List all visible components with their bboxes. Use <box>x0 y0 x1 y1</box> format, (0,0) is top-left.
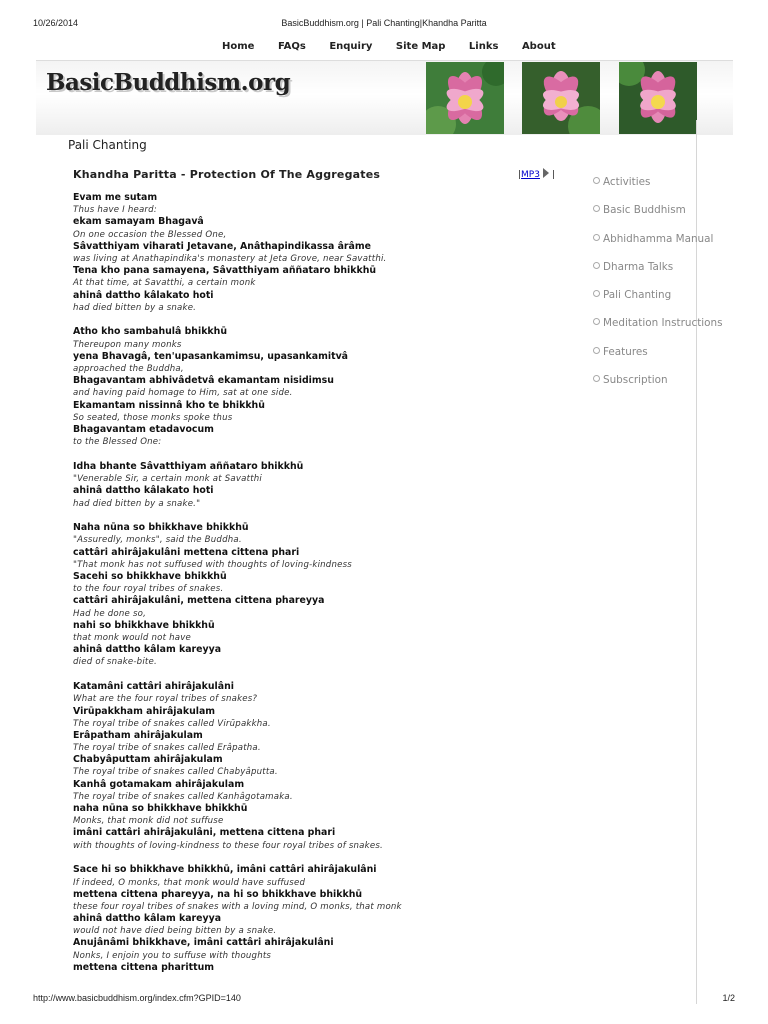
bullet-icon <box>593 347 600 354</box>
lotus-image <box>619 62 697 134</box>
english-line: Thus have I heard: <box>73 205 157 216</box>
sidebar-item-meditation-instructions[interactable] <box>593 317 723 345</box>
lotus-image <box>426 62 504 134</box>
nav-links[interactable]: Links <box>468 41 499 52</box>
english-line: Had he done so, <box>73 608 147 619</box>
pali-line: yena Bhavagâ, ten'upasankamimsu, upasankamitvâ <box>73 350 349 362</box>
nav-faqs[interactable]: FAQs <box>277 41 306 52</box>
pali-line: Bhagavantam abhivâdetvâ ekamantam nisidimsu <box>73 375 334 387</box>
english-line: died of snake-bite. <box>73 657 157 668</box>
english-line: to the Blessed One: <box>73 437 162 448</box>
sidebar-item-abhidhamma-manual[interactable] <box>593 233 723 261</box>
pali-line: Atho kho sambahulâ bhikkhū <box>73 326 228 338</box>
print-page-number: 1/2 <box>722 993 735 1003</box>
top-nav <box>222 41 576 52</box>
english-line: was living at Anathapindika's monastery at Jeta Grove, near Savatthi. <box>73 253 387 264</box>
pali-line: Chabyâputtam ahirâjakulam <box>73 754 223 766</box>
english-line: So seated, those monks spoke thus <box>73 412 233 423</box>
sidebar-item-label: Abhidhamma Manual <box>603 232 714 245</box>
frame-corner <box>696 120 734 134</box>
english-line: that monk would not have <box>73 632 191 643</box>
english-line: Nonks, I enjoin you to suffuse with thoughts <box>73 950 272 961</box>
english-line: If indeed, O monks, that monk would have suffused <box>73 877 306 888</box>
sidebar-item-label: Pali Chanting <box>603 289 672 302</box>
bullet-icon <box>593 318 600 325</box>
english-line: On one occasion the Blessed One, <box>73 229 227 240</box>
bullet-icon <box>593 234 600 241</box>
stanza-gap <box>73 448 543 461</box>
english-line: with thoughts of loving-kindness to these four royal tribes of snakes. <box>73 840 383 851</box>
pali-line: ekam samayam Bhagavâ <box>73 216 204 228</box>
english-line: The royal tribe of snakes called Erâpatha. <box>73 743 261 754</box>
english-line: had died bitten by a snake." <box>73 498 201 509</box>
sidebar-item-label: Features <box>603 345 648 358</box>
site-logo[interactable]: BasicBuddhism.org <box>46 69 291 96</box>
pali-line: mettena cittena phareyya, na hi so bhikkhave bhikkhū <box>73 888 363 900</box>
pali-line: Ekamantam nissinnâ kho te bhikkhū <box>73 399 265 411</box>
sidebar-item-label: Basic Buddhism <box>603 204 686 217</box>
english-line: The royal tribe of snakes called Virūpakkha. <box>73 718 271 729</box>
play-icon[interactable] <box>543 168 549 178</box>
english-line: approached the Buddha, <box>73 364 184 375</box>
english-line: The royal tribe of snakes called Kanhâgotamaka. <box>73 791 293 802</box>
nav-site-map[interactable]: Site Map <box>395 41 446 52</box>
english-line: Monks, that monk did not suffuse <box>73 816 224 827</box>
english-line: The royal tribe of snakes called Chabyâputta. <box>73 767 278 778</box>
nav-home[interactable]: Home <box>222 41 255 52</box>
bullet-icon <box>593 177 600 184</box>
english-line: "That monk has not suffused with thoughts of loving-kindness <box>73 559 352 570</box>
pali-line: Tena kho pana samayena, Sâvatthiyam aññataro bhikkhū <box>73 265 377 277</box>
bullet-icon <box>593 262 600 269</box>
mp3-control <box>518 168 555 180</box>
pali-line: cattâri ahirâjakulâni, mettena cittena phareyya <box>73 595 325 607</box>
pali-line: naha nūna so bhikkhave bhikkhū <box>73 803 248 814</box>
stanza-gap <box>73 314 543 327</box>
nav-enquiry[interactable]: Enquiry <box>329 41 373 52</box>
english-line: Thereupon many monks <box>73 339 182 350</box>
pali-line: Evam me sutam <box>73 192 158 203</box>
pali-line: Idha bhante Sâvatthiyam aññataro bhikkhū <box>73 460 304 472</box>
pali-line: ahinâ dattho kâlam kareyya <box>73 913 222 925</box>
print-date: 10/26/2014 <box>33 18 79 28</box>
english-line: What are the four royal tribes of snakes? <box>73 694 258 705</box>
bullet-icon <box>593 375 600 382</box>
english-line: "Venerable Sir, a certain monk at Savatthi <box>73 474 263 485</box>
site-banner <box>36 60 733 135</box>
pali-line: Sace hi so bhikkhave bhikkhū, imâni cattâri ahirâjakulâni <box>73 864 377 876</box>
english-line: At that time, at Savatthi, a certain monk <box>73 278 256 289</box>
bullet-icon <box>593 290 600 297</box>
stanza-gap <box>73 852 543 865</box>
sidebar-item-activities[interactable] <box>593 176 723 204</box>
pali-line: Erâpatham ahirâjakulam <box>73 729 203 741</box>
sidebar-item-label: Activities <box>603 176 651 188</box>
pali-line: Anujânâmi bhikkhave, imâni cattâri ahirâjakulâni <box>73 937 334 949</box>
english-line: "Assuredly, monks", said the Buddha. <box>73 535 242 546</box>
sidebar-item-dharma-talks[interactable] <box>593 261 723 289</box>
pali-line: Sacehi so bhikkhave bhikkhū <box>73 571 227 583</box>
english-line: these four royal tribes of snakes with a loving mind, O monks, that monk <box>73 901 402 912</box>
english-line: and having paid homage to Him, sat at one side. <box>73 388 293 399</box>
english-line: had died bitten by a snake. <box>73 302 197 313</box>
sidebar-item-label: Subscription <box>603 374 668 387</box>
print-title: BasicBuddhism.org | Pali Chanting|Khandha Paritta <box>281 18 487 28</box>
mp3-prefix: | <box>518 170 522 180</box>
pali-line: Kanhâ gotamakam ahirâjakulam <box>73 778 245 790</box>
sidebar-item-pali-chanting[interactable] <box>593 289 723 317</box>
bullet-icon <box>593 205 600 212</box>
sidebar-item-label: Meditation Instructions <box>603 317 723 330</box>
print-footer <box>33 993 735 1007</box>
lotus-image <box>522 62 600 134</box>
mp3-suffix: | <box>551 170 556 180</box>
pali-line: mettena cittena pharittum <box>73 961 215 973</box>
stanza-gap <box>73 669 543 682</box>
mp3-link[interactable]: MP3 <box>521 170 540 180</box>
pali-line: ahinâ dattho kâlam kareyya <box>73 644 222 656</box>
print-header <box>33 18 735 32</box>
sidebar-item-features[interactable] <box>593 346 723 374</box>
pali-line: Bhagavantam etadavocum <box>73 423 214 435</box>
sidebar-item-basic-buddhism[interactable] <box>593 204 723 232</box>
pali-line: nahi so bhikkhave bhikkhū <box>73 619 215 631</box>
verses <box>73 192 543 974</box>
pali-line: imâni cattâri ahirâjakulâni, mettena cittena phari <box>73 827 336 839</box>
pali-line: ahinâ dattho kâlakato hoti <box>73 289 214 301</box>
pali-line: Naha nūna so bhikkhave bhikkhū <box>73 522 249 534</box>
nav-about[interactable]: About <box>521 41 556 52</box>
english-line: to the four royal tribes of snakes. <box>73 584 224 595</box>
pali-line: Sâvatthiyam viharati Jetavane, Anâthapindikassa ârâme <box>73 240 371 252</box>
pali-line: Virūpakkham ahirâjakulam <box>73 705 216 717</box>
english-line: would not have died being bitten by a snake. <box>73 926 277 937</box>
stanza-gap <box>73 510 543 523</box>
sidebar-item-label: Dharma Talks <box>603 260 674 273</box>
print-url: http://www.basicbuddhism.org/index.cfm?GPID=140 <box>33 993 241 1003</box>
pali-line: cattâri ahirâjakulâni mettena cittena phari <box>73 546 300 558</box>
sidebar-nav <box>593 176 723 402</box>
sidebar-item-subscription[interactable] <box>593 374 723 402</box>
chant-title: Khandha Paritta - Protection Of The Aggregates <box>73 168 381 181</box>
section-title: Pali Chanting <box>68 138 147 152</box>
pali-line: Katamâni cattâri ahirâjakulâni <box>73 681 234 693</box>
pali-line: ahinâ dattho kâlakato hoti <box>73 485 214 497</box>
